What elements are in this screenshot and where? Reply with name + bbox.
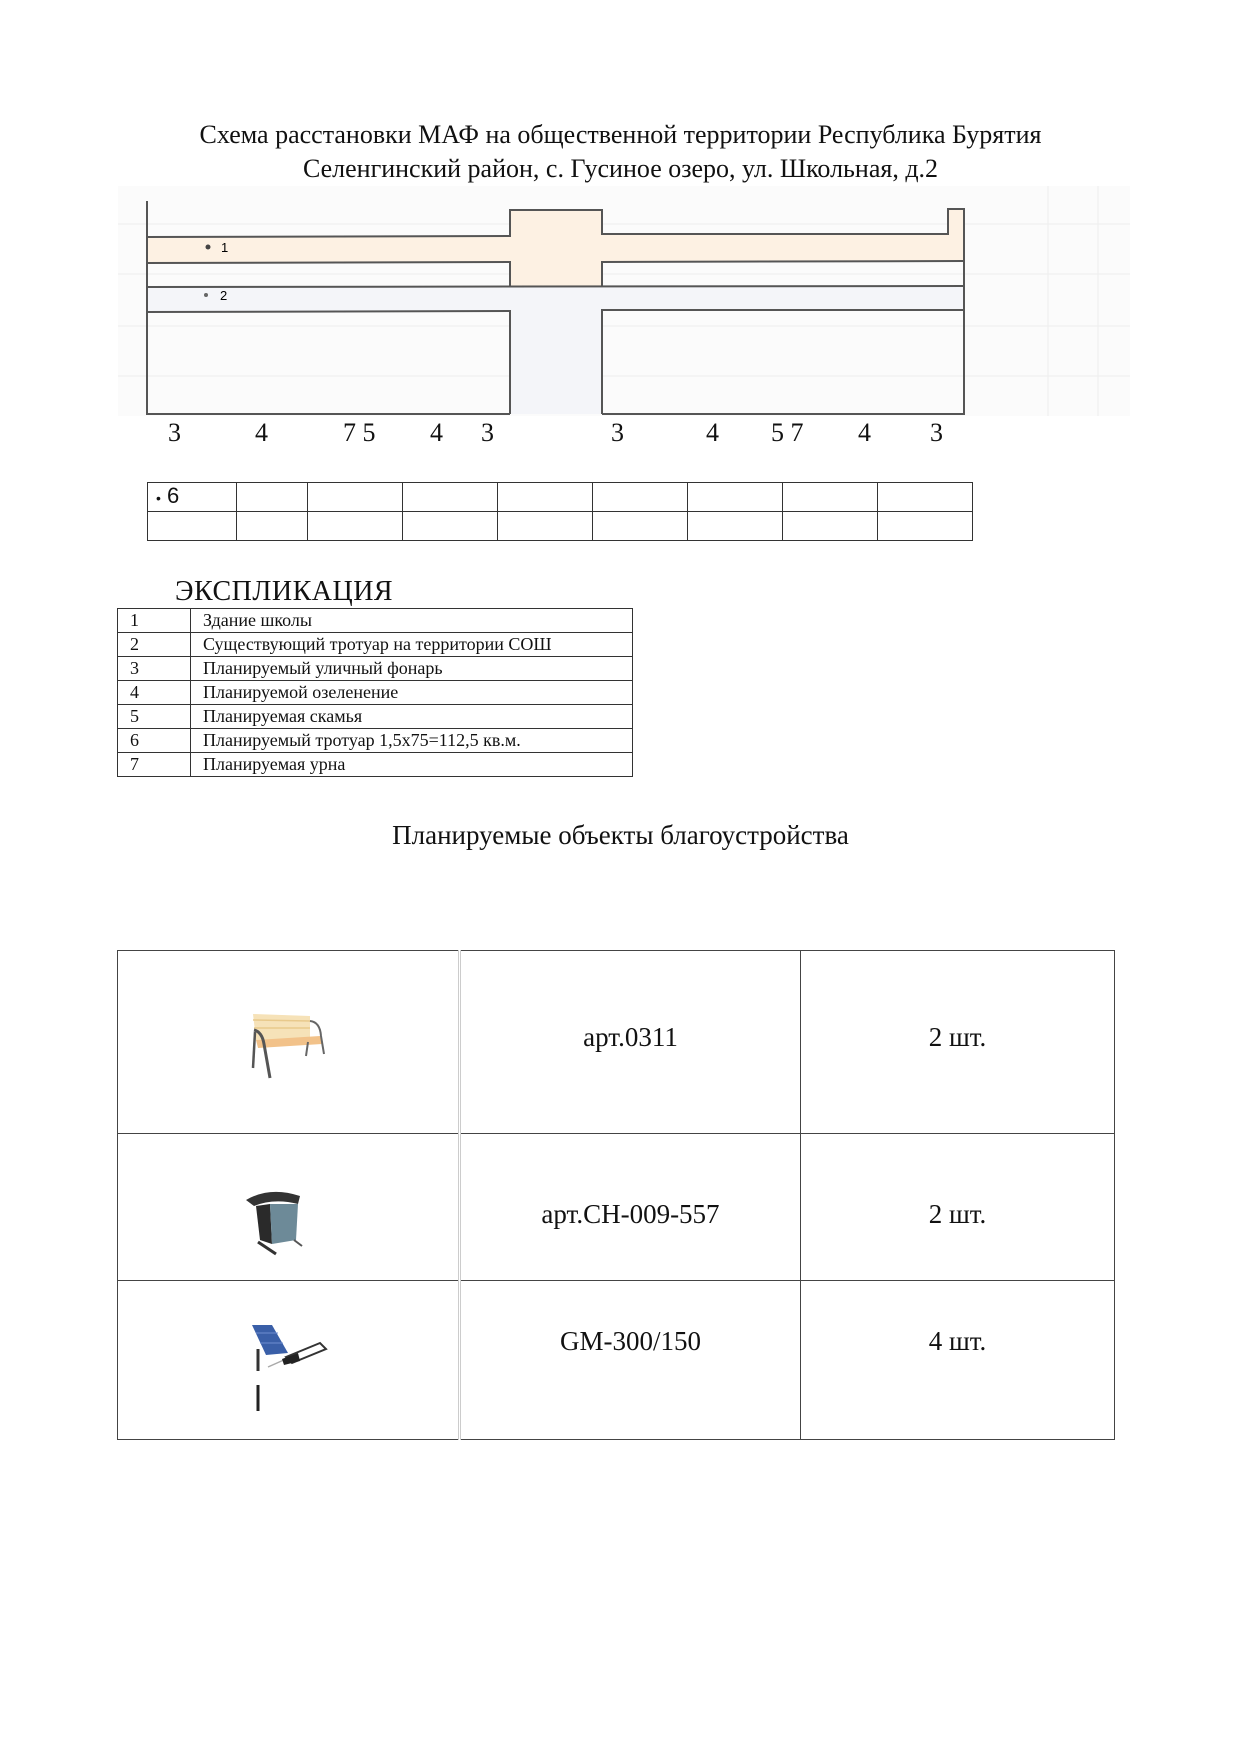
planned-sidewalk-grid bbox=[147, 482, 973, 541]
grid-cell bbox=[593, 512, 688, 541]
position-number: 4 bbox=[858, 418, 871, 447]
row-text: Планируемый тротуар 1,5х75=112,5 кв.м. bbox=[191, 729, 633, 753]
document-title-line2: Селенгинский район, с. Гусиное озеро, ул. Школьная, д.2 bbox=[302, 154, 939, 183]
objects-table bbox=[117, 950, 1115, 1440]
table-row bbox=[118, 951, 1115, 1134]
grid-cell bbox=[403, 483, 498, 512]
object-image-cell bbox=[118, 951, 460, 1134]
position-numbers-row bbox=[0, 416, 1241, 450]
table-row bbox=[118, 753, 633, 777]
row-number: 3 bbox=[118, 657, 191, 681]
site-plan-drawing bbox=[118, 186, 1130, 416]
grid-cell-label: • 6 bbox=[148, 483, 237, 512]
plan-label-building: 1 bbox=[221, 240, 229, 255]
position-number: 4 bbox=[430, 418, 443, 447]
position-number: 5 7 bbox=[771, 418, 804, 447]
grid-cell bbox=[783, 483, 878, 512]
row-number: 1 bbox=[118, 609, 191, 633]
position-number: 4 bbox=[706, 418, 719, 447]
table-row bbox=[118, 1134, 1115, 1281]
table-row bbox=[118, 1281, 1115, 1440]
table-row bbox=[118, 729, 633, 753]
site-plan-diagram bbox=[118, 186, 1130, 416]
position-number: 3 bbox=[611, 418, 624, 447]
object-image-cell bbox=[118, 1281, 460, 1440]
row-text: Здание школы bbox=[191, 609, 633, 633]
building-area bbox=[147, 209, 964, 287]
position-number: 4 bbox=[255, 418, 268, 447]
object-image-cell bbox=[118, 1134, 460, 1281]
plan-label-sidewalk: 2 bbox=[220, 288, 228, 303]
position-number: 3 bbox=[168, 418, 181, 447]
grid-cell bbox=[237, 512, 308, 541]
position-number: 3 bbox=[930, 418, 943, 447]
grid-cell bbox=[878, 512, 973, 541]
bench-icon bbox=[238, 1006, 338, 1096]
grid-cell bbox=[403, 512, 498, 541]
grid-cell bbox=[308, 483, 403, 512]
row-text: Планируемая урна bbox=[191, 753, 633, 777]
row-number: 5 bbox=[118, 705, 191, 729]
grid-cell bbox=[308, 512, 403, 541]
object-quantity: 2 шт. bbox=[801, 951, 1115, 1134]
objects-title: Планируемые объекты благоустройства bbox=[392, 820, 849, 850]
grid-row bbox=[148, 512, 973, 541]
grid-row bbox=[148, 483, 973, 512]
row-text: Существующий тротуар на территории СОШ bbox=[191, 633, 633, 657]
object-quantity: 2 шт. bbox=[801, 1134, 1115, 1281]
object-article: GM-300/150 bbox=[460, 1281, 801, 1440]
grid-cell bbox=[148, 512, 237, 541]
trash-bin-icon bbox=[240, 1182, 310, 1262]
table-row bbox=[118, 705, 633, 729]
row-number: 2 bbox=[118, 633, 191, 657]
explication-title: ЭКСПЛИКАЦИЯ bbox=[175, 576, 394, 607]
grid-cell bbox=[593, 483, 688, 512]
grid-cell bbox=[688, 483, 783, 512]
row-number: 7 bbox=[118, 753, 191, 777]
object-article: арт.СН-009-557 bbox=[460, 1134, 801, 1281]
position-number: 7 5 bbox=[343, 418, 376, 447]
solar-street-lamp-icon bbox=[244, 1315, 344, 1425]
table-row bbox=[118, 657, 633, 681]
row-text: Планируемой озеленение bbox=[191, 681, 633, 705]
grid-cell bbox=[237, 483, 308, 512]
row-number: 6 bbox=[118, 729, 191, 753]
document-title-line1: Схема расстановки МАФ на общественной территории Республика Бурятия bbox=[199, 120, 1042, 149]
position-number: 3 bbox=[481, 418, 494, 447]
grid-cell bbox=[878, 483, 973, 512]
object-article: арт.0311 bbox=[460, 951, 801, 1134]
row-text: Планируемая скамья bbox=[191, 705, 633, 729]
object-quantity: 4 шт. bbox=[801, 1281, 1115, 1440]
grid-cell bbox=[783, 512, 878, 541]
row-text: Планируемый уличный фонарь bbox=[191, 657, 633, 681]
grid-cell bbox=[498, 483, 593, 512]
table-row bbox=[118, 609, 633, 633]
grid-cell bbox=[688, 512, 783, 541]
explication-table bbox=[117, 608, 633, 777]
grid-cell bbox=[498, 512, 593, 541]
table-row bbox=[118, 633, 633, 657]
row-number: 4 bbox=[118, 681, 191, 705]
table-row bbox=[118, 681, 633, 705]
